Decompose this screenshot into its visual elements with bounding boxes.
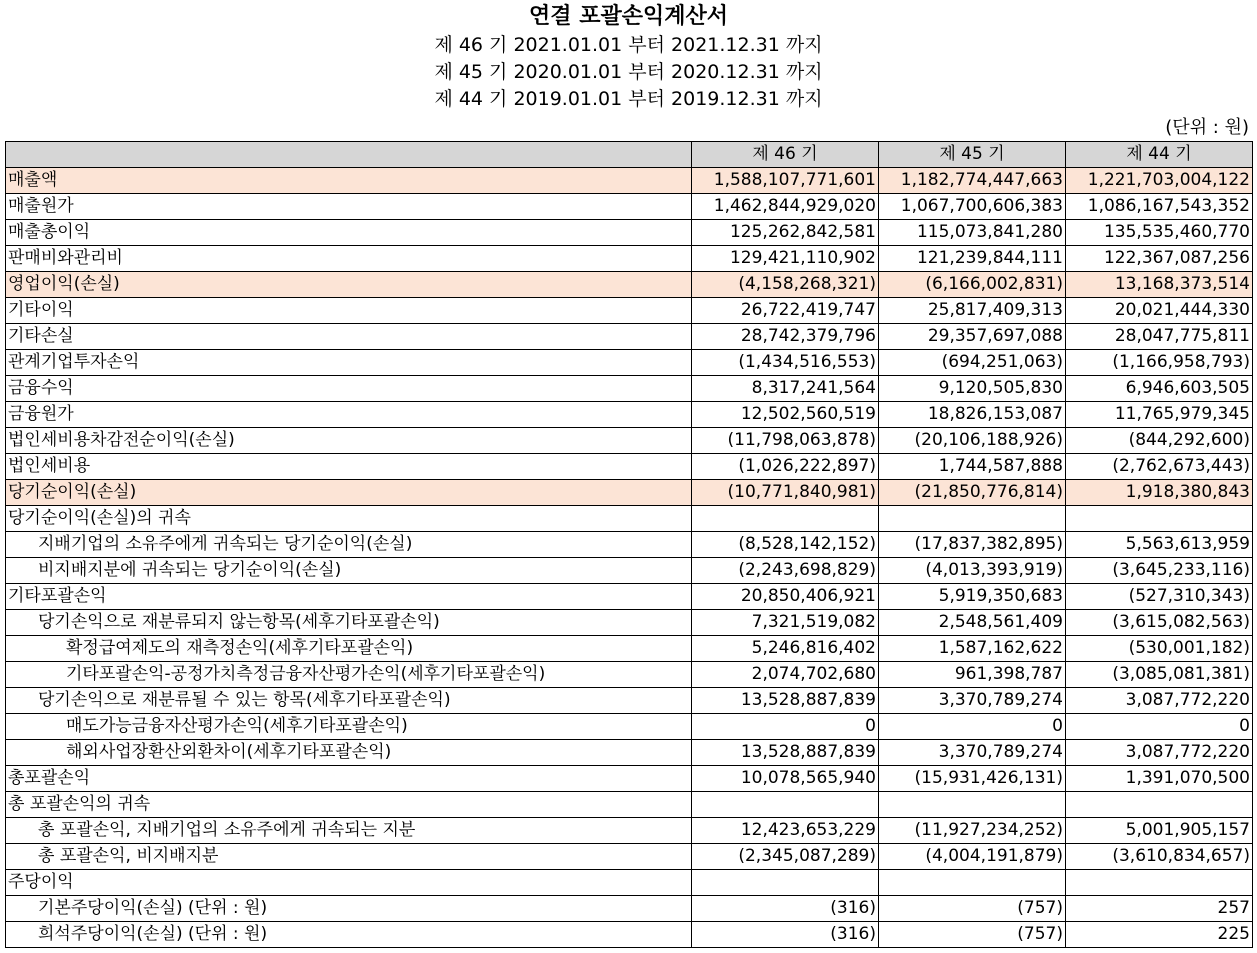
row-value-44: (3,610,834,657)	[1066, 844, 1253, 870]
row-value-46: (10,771,840,981)	[692, 480, 879, 506]
row-value-44: 20,021,444,330	[1066, 298, 1253, 324]
row-label: 매출총이익	[6, 220, 692, 246]
row-value-44: 225	[1066, 922, 1253, 948]
row-value-45: (17,837,382,895)	[879, 532, 1066, 558]
table-row	[6, 558, 1253, 584]
table-row	[6, 922, 1253, 948]
row-value-46: 125,262,842,581	[692, 220, 879, 246]
row-value-45: (21,850,776,814)	[879, 480, 1066, 506]
row-label: 확정급여제도의 재측정손익(세후기타포괄손익)	[6, 636, 692, 662]
row-value-44: 3,087,772,220	[1066, 740, 1253, 766]
table-row	[6, 272, 1253, 298]
table-row	[6, 376, 1253, 402]
row-label: 기타이익	[6, 298, 692, 324]
row-value-46: (4,158,268,321)	[692, 272, 879, 298]
table-row	[6, 220, 1253, 246]
row-value-45: (4,013,393,919)	[879, 558, 1066, 584]
row-value-44	[1066, 792, 1253, 818]
row-label: 법인세비용	[6, 454, 692, 480]
row-label: 기타손실	[6, 324, 692, 350]
row-value-45	[879, 870, 1066, 896]
row-label: 당기순이익(손실)의 귀속	[6, 506, 692, 532]
row-label: 관계기업투자손익	[6, 350, 692, 376]
row-value-46: 10,078,565,940	[692, 766, 879, 792]
row-value-45	[879, 506, 1066, 532]
row-value-45: (757)	[879, 922, 1066, 948]
row-value-45: 1,744,587,888	[879, 454, 1066, 480]
table-row	[6, 350, 1253, 376]
row-value-46: 5,246,816,402	[692, 636, 879, 662]
table-header-row	[6, 142, 1253, 168]
row-value-44: 6,946,603,505	[1066, 376, 1253, 402]
income-statement-table	[5, 141, 1253, 948]
row-value-46: 13,528,887,839	[692, 740, 879, 766]
row-value-44: (3,645,233,116)	[1066, 558, 1253, 584]
row-value-46: (2,243,698,829)	[692, 558, 879, 584]
table-row	[6, 636, 1253, 662]
row-value-46: (8,528,142,152)	[692, 532, 879, 558]
header-cell-period-44: 제 44 기	[1066, 142, 1253, 168]
table-row	[6, 168, 1253, 194]
row-value-44: 135,535,460,770	[1066, 220, 1253, 246]
table-row	[6, 662, 1253, 688]
row-value-45: 18,826,153,087	[879, 402, 1066, 428]
row-label: 총포괄손익	[6, 766, 692, 792]
row-value-45: (757)	[879, 896, 1066, 922]
row-value-44: 257	[1066, 896, 1253, 922]
row-value-44	[1066, 506, 1253, 532]
row-value-46	[692, 870, 879, 896]
row-label: 매도가능금융자산평가손익(세후기타포괄손익)	[6, 714, 692, 740]
row-value-44	[1066, 870, 1253, 896]
table-row	[6, 896, 1253, 922]
row-value-45: 25,817,409,313	[879, 298, 1066, 324]
row-value-45: 29,357,697,088	[879, 324, 1066, 350]
row-value-44: 11,765,979,345	[1066, 402, 1253, 428]
row-label: 기타포괄손익-공정가치측정금융자산평가손익(세후기타포괄손익)	[6, 662, 692, 688]
row-value-46	[692, 792, 879, 818]
row-label: 지배기업의 소유주에게 귀속되는 당기순이익(손실)	[6, 532, 692, 558]
table-row	[6, 454, 1253, 480]
row-label: 총 포괄손익의 귀속	[6, 792, 692, 818]
row-label: 매출액	[6, 168, 692, 194]
row-label: 총 포괄손익, 지배기업의 소유주에게 귀속되는 지분	[6, 818, 692, 844]
row-value-46	[692, 506, 879, 532]
row-value-46: (316)	[692, 896, 879, 922]
row-value-45: (6,166,002,831)	[879, 272, 1066, 298]
row-value-46: 12,423,653,229	[692, 818, 879, 844]
table-row	[6, 246, 1253, 272]
header-cell-label	[6, 142, 692, 168]
row-value-45: 121,239,844,111	[879, 246, 1066, 272]
row-value-45: 1,182,774,447,663	[879, 168, 1066, 194]
row-value-46: 20,850,406,921	[692, 584, 879, 610]
table-row	[6, 870, 1253, 896]
table-row	[6, 402, 1253, 428]
row-value-45: 1,067,700,606,383	[879, 194, 1066, 220]
row-value-46: (1,434,516,553)	[692, 350, 879, 376]
row-value-44: (2,762,673,443)	[1066, 454, 1253, 480]
row-value-45: 1,587,162,622	[879, 636, 1066, 662]
row-value-45: 2,548,561,409	[879, 610, 1066, 636]
row-value-44: 5,563,613,959	[1066, 532, 1253, 558]
row-label: 당기손익으로 재분류될 수 있는 항목(세후기타포괄손익)	[6, 688, 692, 714]
row-value-44: 1,391,070,500	[1066, 766, 1253, 792]
row-value-46: 26,722,419,747	[692, 298, 879, 324]
header-cell-period-45: 제 45 기	[879, 142, 1066, 168]
row-value-46: 13,528,887,839	[692, 688, 879, 714]
row-value-45: (694,251,063)	[879, 350, 1066, 376]
period-line-44: 제 44 기 2019.01.01 부터 2019.12.31 까지	[434, 88, 823, 110]
header-cell-period-46: 제 46 기	[692, 142, 879, 168]
table-row	[6, 324, 1253, 350]
row-label: 당기손익으로 재분류되지 않는항목(세후기타포괄손익)	[6, 610, 692, 636]
row-value-45: 3,370,789,274	[879, 740, 1066, 766]
period-line-46: 제 46 기 2021.01.01 부터 2021.12.31 까지	[434, 34, 823, 56]
table-row	[6, 532, 1253, 558]
row-label: 판매비와관리비	[6, 246, 692, 272]
table-row	[6, 714, 1253, 740]
row-value-45: (20,106,188,926)	[879, 428, 1066, 454]
period-line-45: 제 45 기 2020.01.01 부터 2020.12.31 까지	[434, 61, 823, 83]
row-value-46: 8,317,241,564	[692, 376, 879, 402]
row-value-45	[879, 792, 1066, 818]
row-label: 기본주당이익(손실) (단위 : 원)	[6, 896, 692, 922]
row-label: 비지배지분에 귀속되는 당기순이익(손실)	[6, 558, 692, 584]
row-label: 당기순이익(손실)	[6, 480, 692, 506]
row-value-44: 122,367,087,256	[1066, 246, 1253, 272]
table-body	[6, 168, 1253, 948]
table-row	[6, 766, 1253, 792]
row-value-45: 9,120,505,830	[879, 376, 1066, 402]
row-value-44: 13,168,373,514	[1066, 272, 1253, 298]
row-value-46: 1,462,844,929,020	[692, 194, 879, 220]
row-label: 주당이익	[6, 870, 692, 896]
row-value-45: (11,927,234,252)	[879, 818, 1066, 844]
row-value-44: 1,086,167,543,352	[1066, 194, 1253, 220]
table-row	[6, 792, 1253, 818]
row-value-46: (1,026,222,897)	[692, 454, 879, 480]
row-value-45: 5,919,350,683	[879, 584, 1066, 610]
row-value-45: 3,370,789,274	[879, 688, 1066, 714]
row-value-46: 28,742,379,796	[692, 324, 879, 350]
row-value-46: (2,345,087,289)	[692, 844, 879, 870]
row-value-46: 7,321,519,082	[692, 610, 879, 636]
row-value-44: (1,166,958,793)	[1066, 350, 1253, 376]
row-value-46: (316)	[692, 922, 879, 948]
row-value-44: 1,221,703,004,122	[1066, 168, 1253, 194]
table-row	[6, 584, 1253, 610]
statement-title: 연결 포괄손익계산서	[529, 4, 728, 29]
row-value-44: (530,001,182)	[1066, 636, 1253, 662]
row-value-44: (3,085,081,381)	[1066, 662, 1253, 688]
row-label: 총 포괄손익, 비지배지분	[6, 844, 692, 870]
table-row	[6, 480, 1253, 506]
row-value-45: (15,931,426,131)	[879, 766, 1066, 792]
row-label: 해외사업장환산외환차이(세후기타포괄손익)	[6, 740, 692, 766]
row-value-46: (11,798,063,878)	[692, 428, 879, 454]
table-row	[6, 298, 1253, 324]
row-value-45: (4,004,191,879)	[879, 844, 1066, 870]
table-row	[6, 844, 1253, 870]
statement-header	[0, 0, 1257, 113]
row-value-44: (844,292,600)	[1066, 428, 1253, 454]
row-label: 매출원가	[6, 194, 692, 220]
row-label: 영업이익(손실)	[6, 272, 692, 298]
row-value-46: 1,588,107,771,601	[692, 168, 879, 194]
row-value-44: 3,087,772,220	[1066, 688, 1253, 714]
row-value-44: (3,615,082,563)	[1066, 610, 1253, 636]
row-label: 금융수익	[6, 376, 692, 402]
row-value-46: 0	[692, 714, 879, 740]
row-label: 기타포괄손익	[6, 584, 692, 610]
row-value-46: 2,074,702,680	[692, 662, 879, 688]
row-label: 법인세비용차감전순이익(손실)	[6, 428, 692, 454]
row-value-44: 5,001,905,157	[1066, 818, 1253, 844]
row-value-44: (527,310,343)	[1066, 584, 1253, 610]
row-value-46: 12,502,560,519	[692, 402, 879, 428]
unit-label: (단위 : 원)	[1165, 117, 1249, 138]
table-row	[6, 194, 1253, 220]
table-row	[6, 818, 1253, 844]
row-value-46: 129,421,110,902	[692, 246, 879, 272]
table-row	[6, 740, 1253, 766]
row-value-45: 961,398,787	[879, 662, 1066, 688]
table-row	[6, 688, 1253, 714]
row-value-44: 1,918,380,843	[1066, 480, 1253, 506]
row-value-45: 0	[879, 714, 1066, 740]
row-value-44: 0	[1066, 714, 1253, 740]
row-label: 금융원가	[6, 402, 692, 428]
table-row	[6, 428, 1253, 454]
row-value-44: 28,047,775,811	[1066, 324, 1253, 350]
table-row	[6, 610, 1253, 636]
row-value-45: 115,073,841,280	[879, 220, 1066, 246]
row-label: 희석주당이익(손실) (단위 : 원)	[6, 922, 692, 948]
table-row	[6, 506, 1253, 532]
